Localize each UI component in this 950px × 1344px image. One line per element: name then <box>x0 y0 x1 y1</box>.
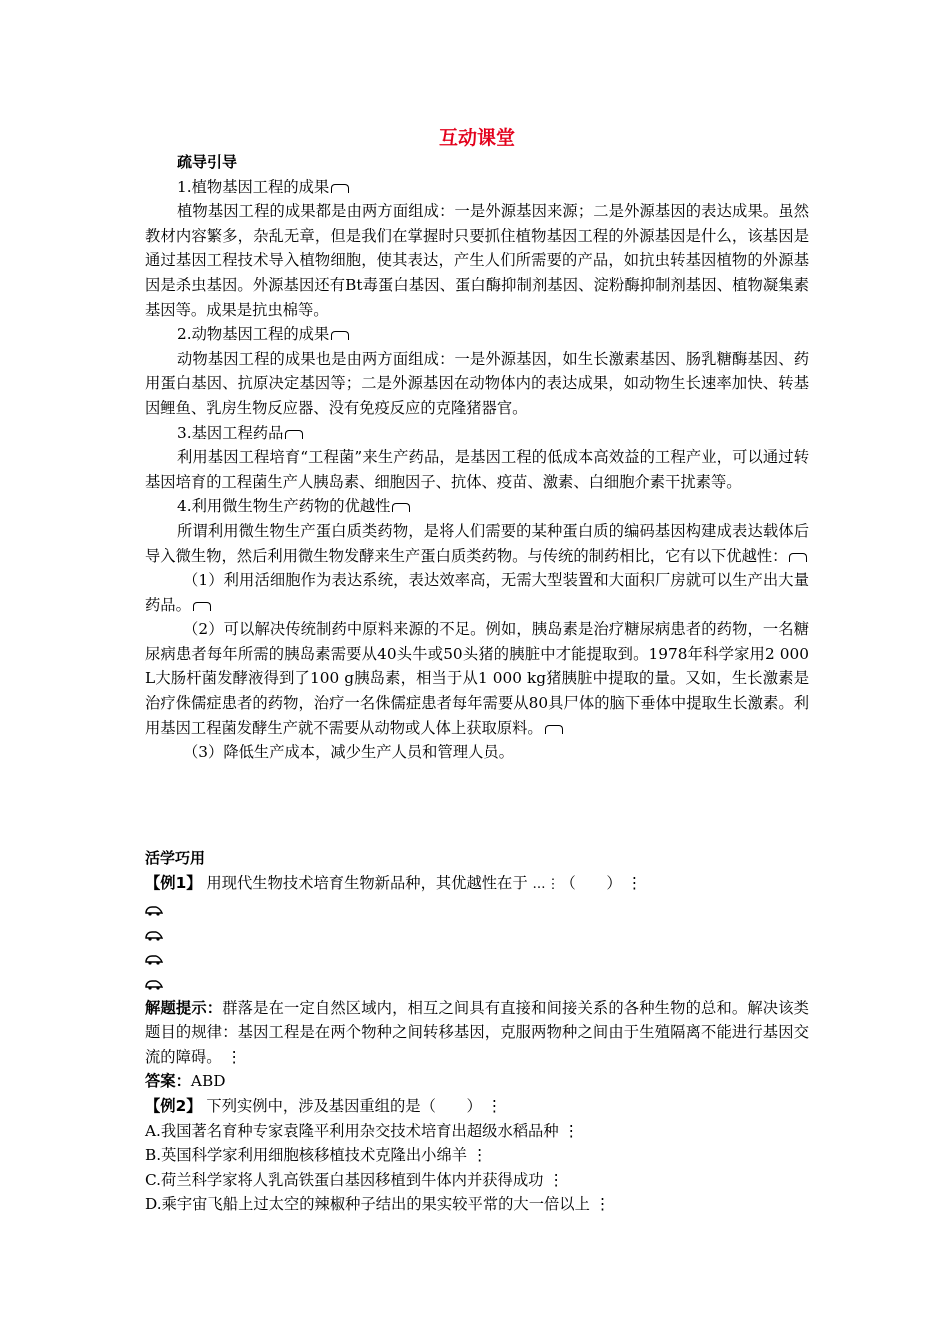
bracket-mark-icon <box>392 503 410 512</box>
bracket-mark-icon <box>193 602 211 611</box>
example1-label: 【例1】 <box>145 873 202 892</box>
item-heading <box>145 322 809 347</box>
option-b-car-icon <box>145 922 809 947</box>
item-body: 利用基因工程培育“工程菌”来生产药品，是基因工程的低成本高效益的工程产业，可以通过转基因培育的工程菌生产人胰岛素、细胞因子、抗体、疫苗、激素、白细胞介素干扰素等。 <box>145 448 809 491</box>
item-heading-text: 3.基因工程药品 <box>177 423 284 442</box>
advantage-item <box>145 568 809 617</box>
option-text: B.英国科学家利用细胞核移植技术克隆出小绵羊 <box>145 1146 468 1165</box>
option-d-car-icon <box>145 971 809 996</box>
example2-question: 【例2】 下列实例中，涉及基因重组的是（ ） ⋮ <box>145 1096 502 1115</box>
item-body: 植物基因工程的成果都是由两方面组成：一是外源基因来源；二是外源基因的表达成果。虽然教材内容繁多，杂乱无章，但是我们在掌握时只要抓住植物基因工程的外源基因是什么，该基因是通过基因工程技术导入植物细胞，使其表达，产生人们所需要的产品，如抗虫转基因植物的外源基因是杀虫基因。外源基因还有Bt毒蛋白基因、蛋白酶抑制剂基因、淀粉酶抑制剂基因、植物凝集素基因等。成果是抗虫棉等。 <box>145 202 809 319</box>
item-heading <box>145 175 809 200</box>
advantage-text: （2）可以解决传统制药中原料来源的不足。例如，胰岛素是治疗糖尿病患者的药物，一名糖尿病患者每年所需的胰岛素需要从40头牛或50头猪的胰脏中才能提取到。1978年科学家用2 000 L大肠杆菌发酵液得到了100 g胰岛素，相当于从1 000 kg猪胰脏中提取的量。又如，生长激素是治疗侏儒症患者的药物，治疗一名侏儒症患者每年需要从80具尸体的脑下垂体中提取生长激素。利用基因工程菌发酵生产就不需要从动物或人体上获取原料。 <box>145 620 809 737</box>
example1-hint: 解题提示：群落是在一定自然区域内，相互之间具有直接和间接关系的各种生物的总和。解决该类题目的规律：基因工程是在两个物种之间转移基因，克服两物种之间由于生殖隔离不能进行基因交流的障碍。 ⋮ <box>145 998 809 1066</box>
bracket-mark-icon <box>285 430 303 439</box>
example2-option: D.乘宇宙飞船上过太空的辣椒种子结出的果实较平常的大一倍以上 ⋮ <box>145 1195 611 1214</box>
guide-section <box>145 150 809 765</box>
advantage-text: （1）利用活细胞作为表达系统，表达效率高，无需大型装置和大面积厂房就可以生产出大量药品。 <box>145 571 809 614</box>
example2-option: B.英国科学家利用细胞核移植技术克隆出小绵羊 ⋮ <box>145 1146 488 1165</box>
practice-heading: 活学巧用 <box>145 849 206 867</box>
option-text: C.荷兰科学家将人乳高铁蛋白基因移植到牛体内并获得成功 <box>145 1170 544 1189</box>
option-a-car-icon <box>145 897 809 922</box>
bracket-mark-icon <box>331 184 349 193</box>
page-title: 互动课堂 <box>438 127 515 149</box>
option-c-car-icon <box>145 946 809 971</box>
example1-question-text: 用现代生物技术培育生物新品种，其优越性在于 <box>201 873 528 892</box>
bracket-mark-icon <box>545 725 563 734</box>
example2-question-text: 下列实例中，涉及基因重组的是（ ） <box>201 1096 482 1115</box>
bracket-mark-icon <box>789 553 807 562</box>
advantage-item: （3）降低生产成本，减少生产人员和管理人员。 <box>183 743 514 762</box>
example2-option: A.我国著名育种专家袁隆平利用杂交技术培育出超级水稻品种 ⋮ <box>145 1121 579 1140</box>
example1-answer <box>145 1069 809 1094</box>
hint-text: 群落是在一定自然区域内，相互之间具有直接和间接关系的各种生物的总和。解决该类题目的规律：基因工程是在两个物种之间转移基因，克服两物种之间由于生殖隔离不能进行基因交流的障碍。 <box>145 998 809 1066</box>
item-heading-text: 4.利用微生物生产药物的优越性 <box>177 497 391 516</box>
item-body: 动物基因工程的成果也是由两方面组成：一是外源基因，如生长激素基因、肠乳糖酶基因、药用蛋白基因、抗原决定基因等；二是外源基因在动物体内的表达成果，如动物生长速率加快、转基因鲤鱼、乳房生物反应器、没有免疫反应的克隆猪器官。 <box>145 349 809 417</box>
hint-label: 解题提示： <box>145 998 223 1017</box>
bracket-mark-icon <box>331 331 349 340</box>
example1-question: 【例1】 用现代生物技术培育生物新品种，其优越性在于 …⋮（ ） ⋮ <box>145 873 642 892</box>
item-body <box>145 519 809 568</box>
item-heading-text: 2.动物基因工程的成果 <box>177 325 330 344</box>
practice-section <box>145 846 809 1217</box>
example1-tail: （ ） <box>560 873 622 892</box>
guide-heading: 疏导引导 <box>177 153 238 171</box>
item-heading-text: 1.植物基因工程的成果 <box>177 177 330 196</box>
advantage-item <box>145 617 809 740</box>
example2-option: C.荷兰科学家将人乳高铁蛋白基因移植到牛体内并获得成功 ⋮ <box>145 1170 564 1189</box>
answer-label: 答案： <box>145 1072 191 1091</box>
item-heading <box>145 421 809 446</box>
item-body-text: 所谓利用微生物生产蛋白质类药物，是将人们需要的某种蛋白质的编码基因构建成表达载体后导入微生物，然后利用微生物发酵来生产蛋白质类药物。与传统的制药相比，它有以下优越性： <box>145 521 809 565</box>
dots-mark-icon: …⋮ <box>532 876 561 892</box>
item-heading <box>145 494 809 519</box>
example2-label: 【例2】 <box>145 1096 202 1115</box>
option-text: D.乘宇宙飞船上过太空的辣椒种子结出的果实较平常的大一倍以上 <box>145 1195 590 1214</box>
answer-text: ABD <box>190 1072 226 1091</box>
option-text: A.我国著名育种专家袁隆平利用杂交技术培育出超级水稻品种 <box>145 1121 559 1140</box>
